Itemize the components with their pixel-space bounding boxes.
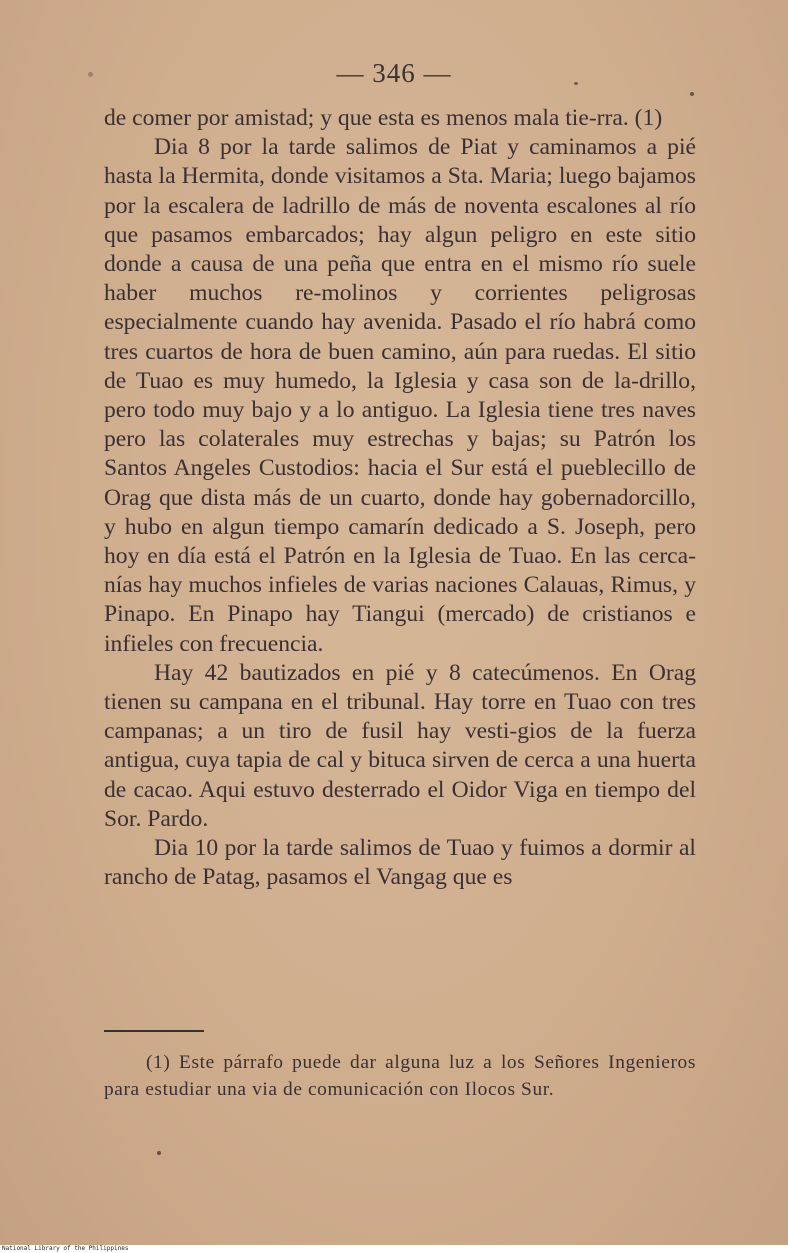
page-number: — 346 — bbox=[336, 58, 452, 88]
footnote: (1) Este párrafo puede dar alguna luz a los Señores Ingenieros para estudiar una via de comunicación con Ilocos Sur. bbox=[104, 1052, 696, 1100]
paper-speck bbox=[690, 92, 694, 96]
footnote-divider bbox=[104, 1030, 204, 1032]
paper-speck bbox=[157, 1151, 161, 1155]
paragraph: Dia 10 por la tarde salimos de Tuao y fuimos a dormir al rancho de Patag, pasamos el Vangag que es bbox=[104, 835, 696, 891]
library-watermark: National Library of the Philippines bbox=[2, 1245, 129, 1252]
paragraph: Hay 42 bautizados en pié y 8 catecúmenos. En Orag tienen su campana en el tribunal. Hay torre en Tuao con tres campanas; a un tiro de fusil hay vesti-gios de la fuerza antigua, cuya tapia de cal y bituca sirven de cerca a una huerta de cacao. Aqui estuvo desterrado el Oidor Viga en tiempo del Sor. Pardo. bbox=[104, 659, 696, 832]
paragraph: Dia 8 por la tarde salimos de Piat y caminamos a pié hasta la Hermita, donde visitamos a Sta. Maria; luego bajamos por la escalera de ladrillo de más de noventa escalones al río que pasamos embarcados; hay algun peligro en este sitio donde a causa de una peña que entra en el mismo río suele haber muchos re-molinos y corrientes peligrosas especialmente cuando hay avenida. Pasado el río habrá como tres cuartos de hora de buen camino, aún para ruedas. El sitio de Tuao es muy humedo, la Iglesia y casa son de la-drillo, pero todo muy bajo y a lo antiguo. La Iglesia tiene tres naves pero las colaterales muy estrechas y bajas; su Patrón los Santos Angeles Custodios: hacia el Sur está el pueblecillo de Orag que dista más de un cuarto, donde hay gobernadorcillo, y hubo en algun tiempo camarín dedicado a S. Joseph, pero hoy en día está el Patrón en la Iglesia de Tuao. En las cerca-nías hay muchos infieles de varias naciones Calauas, Rimus, y Pinapo. En Pinapo hay Tiangui (mercado) de cristianos e infieles con frecuencia. bbox=[104, 134, 696, 657]
body-text bbox=[104, 104, 696, 892]
paper-speck bbox=[574, 82, 578, 85]
footer-bar bbox=[0, 1245, 788, 1253]
paragraph: de comer por amistad; y que esta es menos mala tie-rra. (1) bbox=[104, 105, 663, 131]
paper-speck bbox=[88, 72, 93, 77]
